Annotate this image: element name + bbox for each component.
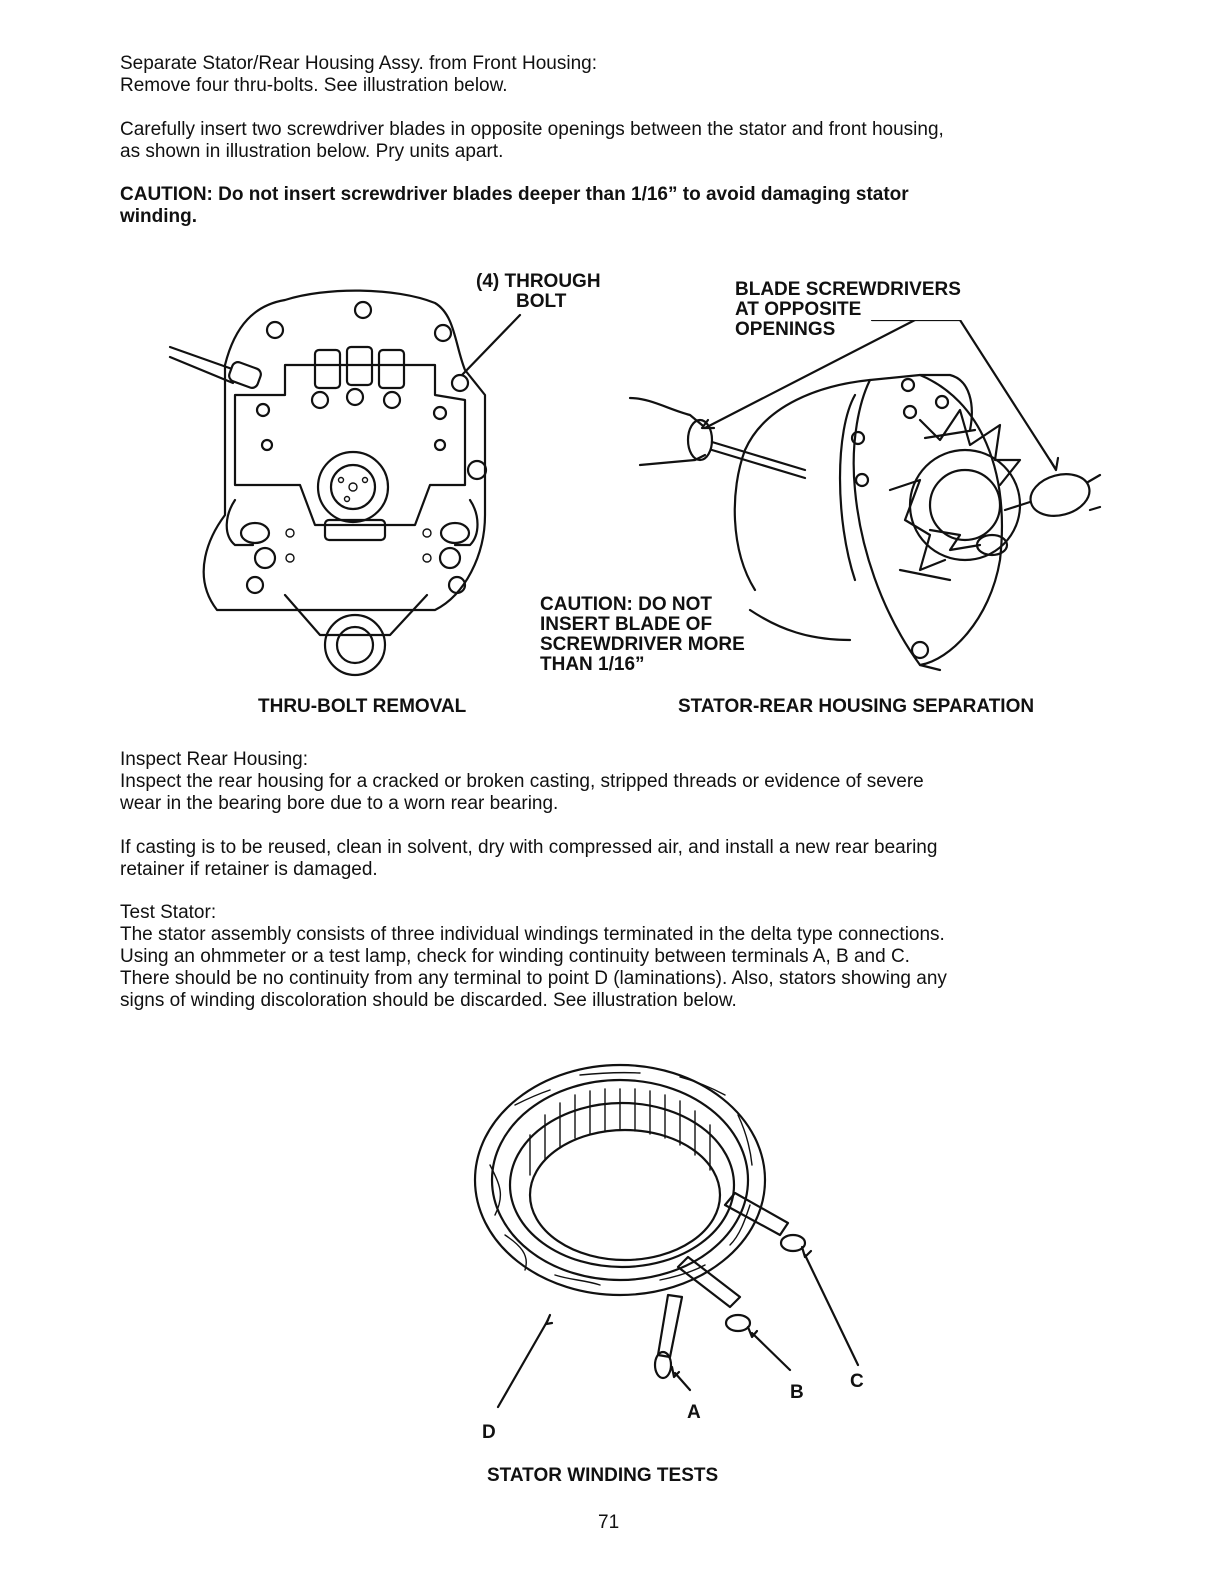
blade-screwdrivers-callout <box>735 280 961 340</box>
through-bolt-callout-line-1: (4) THROUGH <box>476 271 601 292</box>
pry-line-1: Carefully insert two screwdriver blades in opposite openings between the stator and front housing, <box>120 119 944 140</box>
test-heading: Test Stator: <box>120 902 217 923</box>
intro-line-2: Remove four thru-bolts. See illustration below. <box>120 75 508 96</box>
inspect-line-2: wear in the bearing bore due to a worn rear bearing. <box>120 793 559 814</box>
through-bolt-callout-line-2: BOLT <box>516 291 567 312</box>
blade-screwdrivers-callout-line-1: BLADE SCREWDRIVERS <box>735 279 961 300</box>
caution-paragraph <box>120 184 1080 228</box>
depth-caution-line-4: THAN 1/16” <box>540 654 645 675</box>
caution-line-1: CAUTION: Do not insert screwdriver blades deeper than 1/16” to avoid damaging stator <box>120 184 909 205</box>
stator-rear-housing-separation-caption: STATOR-REAR HOUSING SEPARATION <box>678 696 1035 717</box>
thru-bolt-removal-caption: THRU-BOLT REMOVAL <box>258 696 467 717</box>
pry-line-2: as shown in illustration below. Pry units apart. <box>120 141 504 162</box>
blade-screwdrivers-callout-line-2: AT OPPOSITE <box>735 299 862 320</box>
blade-screwdrivers-callout-line-3: OPENINGS <box>735 319 836 340</box>
test-paragraph <box>120 924 1080 1012</box>
terminal-b-label: B <box>790 1382 804 1403</box>
reuse-paragraph <box>120 837 1080 881</box>
inspect-line-1: Inspect the rear housing for a cracked or broken casting, stripped threads or evidence of severe <box>120 771 924 792</box>
page-number: 71 <box>598 1512 620 1533</box>
depth-caution-callout <box>540 595 745 675</box>
depth-caution-line-3: SCREWDRIVER MORE <box>540 634 745 655</box>
reuse-line-1: If casting is to be reused, clean in solvent, dry with compressed air, and install a new rear bearing <box>120 837 938 858</box>
caution-line-2: winding. <box>120 206 198 227</box>
inspect-heading: Inspect Rear Housing: <box>120 749 308 770</box>
stator-winding-illustration <box>460 1045 880 1425</box>
depth-caution-line-2: INSERT BLADE OF <box>540 614 713 635</box>
point-d-label: D <box>482 1422 496 1443</box>
test-line-4: signs of winding discoloration should be discarded. See illustration below. <box>120 990 737 1011</box>
intro-line-1: Separate Stator/Rear Housing Assy. from Front Housing: <box>120 53 597 74</box>
test-line-2: Using an ohmmeter or a test lamp, check for winding continuity between terminals A, B and C. <box>120 946 910 967</box>
depth-caution-line-1: CAUTION: DO NOT <box>540 594 713 615</box>
intro-paragraph <box>120 53 1080 97</box>
test-line-3: There should be no continuity from any terminal to point D (laminations). Also, stators showing any <box>120 968 947 989</box>
inspect-paragraph <box>120 771 1080 815</box>
test-line-1: The stator assembly consists of three individual windings terminated in the delta type connections. <box>120 924 945 945</box>
pry-paragraph <box>120 119 1080 163</box>
terminal-a-label: A <box>687 1402 701 1423</box>
terminal-c-label: C <box>850 1371 864 1392</box>
through-bolt-callout <box>476 272 601 312</box>
alternator-rear-illustration <box>165 275 525 680</box>
stator-winding-tests-caption: STATOR WINDING TESTS <box>487 1465 719 1486</box>
reuse-line-2: retainer if retainer is damaged. <box>120 859 378 880</box>
